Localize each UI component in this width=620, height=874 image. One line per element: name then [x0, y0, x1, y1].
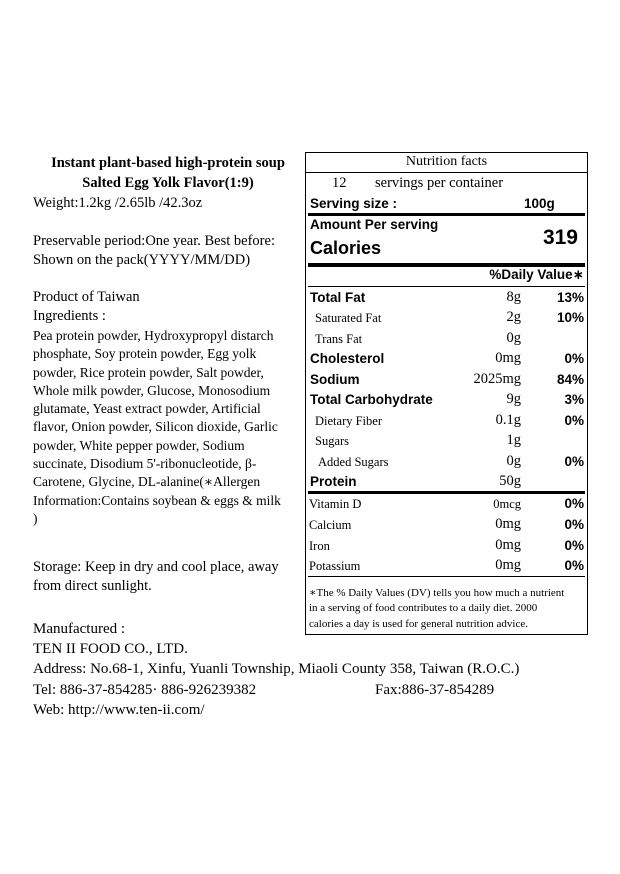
vitamin-label: Calcium — [309, 518, 352, 532]
nutrient-label: Trans Fat — [315, 332, 363, 346]
ingredients-line: Carotene, Glycine, DL-alanine(∗Allergen — [33, 474, 261, 490]
nutrition-facts-panel — [305, 152, 588, 635]
divider — [308, 286, 585, 287]
ingredients-list — [33, 327, 303, 528]
preservable-line2: Shown on the pack(YYYY/MM/DD) — [33, 252, 251, 268]
storage-line1: Storage: Keep in dry and cool place, away — [33, 559, 279, 576]
nutrient-label: Sodium — [310, 372, 360, 387]
divider — [308, 576, 585, 577]
footnote-line: calories a day is used for general nutrition advice. — [309, 617, 529, 630]
product-title-line1: Instant plant-based high-protein soup — [51, 155, 285, 171]
servings-count: 12 — [332, 175, 347, 191]
nutrient-label: Protein — [310, 474, 357, 489]
vitamin-amount: 0mg — [495, 557, 521, 573]
thick-divider — [308, 491, 585, 494]
telephone: Tel: 886-37-854285· 886-926239382 — [33, 681, 257, 698]
website: Web: http://www.ten-ii.com/ — [33, 701, 205, 718]
amount-per-serving: Amount Per serving — [310, 217, 439, 232]
product-info — [33, 153, 303, 596]
preservable-line1: Preservable period:One year. Best before: — [33, 233, 275, 249]
ingredients-line: powder, Rice protein powder, Salt powder, — [33, 364, 264, 380]
nutrient-label: Cholesterol — [310, 351, 385, 366]
ingredients-line: Pea protein powder, Hydroxypropyl distarch — [33, 328, 274, 343]
product-title-line2: Salted Egg Yolk Flavor(1:9) — [82, 175, 254, 191]
ingredients-line: succinate, Disodium 5'-ribonucleotide, β- — [33, 456, 257, 472]
vitamin-amount: 0mg — [495, 537, 521, 553]
vitamin-dv: 0% — [564, 558, 584, 573]
nutrient-dv: 0% — [564, 454, 584, 469]
manufacturer-info — [33, 619, 593, 720]
divider — [306, 172, 587, 173]
nutrient-dv: 10% — [556, 310, 584, 325]
nutrient-label: Saturated Fat — [315, 311, 382, 325]
contact-row — [33, 680, 593, 700]
thick-divider — [308, 213, 585, 216]
nutrient-amount: 50g — [499, 473, 521, 489]
nutrition-title: Nutrition facts — [405, 154, 488, 169]
address: Address: No.68-1, Xinfu, Yuanli Township, Miaoli County 358, Taiwan (R.O.C.) — [33, 661, 520, 678]
nutrient-amount: 2g — [506, 309, 521, 325]
nutrient-amount: 0.1g — [495, 412, 521, 428]
nutrient-amount: 8g — [506, 289, 521, 305]
calories-value: 319 — [542, 226, 578, 249]
nutrient-dv: 0% — [564, 413, 584, 428]
footnote-line: in a serving of food contributes to a daily diet. 2000 — [309, 602, 538, 615]
ingredients-line: ) — [33, 510, 38, 526]
ingredients-label: Ingredients : — [33, 308, 106, 324]
vitamin-label: Vitamin D — [309, 497, 362, 511]
serving-size-value: 100g — [524, 196, 555, 211]
nutrient-dv: 3% — [564, 392, 584, 407]
vitamin-amount: 0mcg — [493, 497, 521, 511]
nutrient-amount: 2025mg — [473, 371, 521, 387]
vitamin-label: Potassium — [309, 559, 361, 573]
nutrient-amount: 1g — [506, 432, 521, 448]
serving-size-label: Serving size : — [310, 196, 398, 211]
nutrient-dv: 0% — [564, 351, 584, 366]
company-name: TEN II FOOD CO., LTD. — [33, 641, 188, 658]
product-of: Product of Taiwan — [33, 289, 140, 305]
nutrient-amount: 9g — [506, 391, 521, 407]
nutrient-dv: 84% — [556, 372, 584, 387]
nutrient-label: Dietary Fiber — [315, 414, 382, 428]
nutrient-label: Added Sugars — [318, 455, 389, 469]
storage-line2: from direct sunlight. — [33, 578, 152, 595]
fax: Fax:886-37-854289 — [375, 681, 495, 698]
nutrient-label: Total Fat — [310, 290, 366, 305]
ingredients-line: Whole milk powder, Glucose, Monosodium — [33, 382, 271, 398]
ingredients-line: flavor, Onion powder, Silicon dioxide, Garlic — [33, 419, 278, 435]
vitamin-dv: 0% — [564, 517, 584, 532]
ingredients-line: phosphate, Soy protein powder, Egg yolk — [33, 346, 257, 362]
nutrient-amount: 0mg — [495, 350, 521, 366]
nutrient-dv: 13% — [556, 290, 584, 305]
nutrient-amount: 0g — [506, 453, 521, 469]
nutrient-label: Sugars — [315, 434, 350, 448]
ingredients-line: glutamate, Yeast extract powder, Artificial — [33, 401, 261, 417]
nutrient-label: Total Carbohydrate — [310, 392, 433, 407]
vitamin-dv: 0% — [564, 496, 584, 511]
daily-value-header: %Daily Value∗ — [489, 267, 584, 282]
calories-label: Calories — [310, 238, 382, 258]
manufactured-label: Manufactured : — [33, 621, 126, 637]
nutrient-amount: 0g — [506, 330, 521, 346]
footnote-line: ∗The % Daily Values (DV) tells you how much a nutrient — [309, 587, 565, 599]
ingredients-line: Information:Contains soybean & eggs & milk — [33, 492, 281, 508]
vitamin-label: Iron — [309, 539, 330, 553]
vitamin-dv: 0% — [564, 538, 584, 553]
servings-text: servings per container — [375, 175, 504, 191]
weight: Weight:1.2kg /2.65lb /42.3oz — [33, 195, 203, 211]
vitamin-amount: 0mg — [495, 516, 521, 532]
ingredients-line: powder, White pepper powder, Sodium — [33, 437, 245, 453]
